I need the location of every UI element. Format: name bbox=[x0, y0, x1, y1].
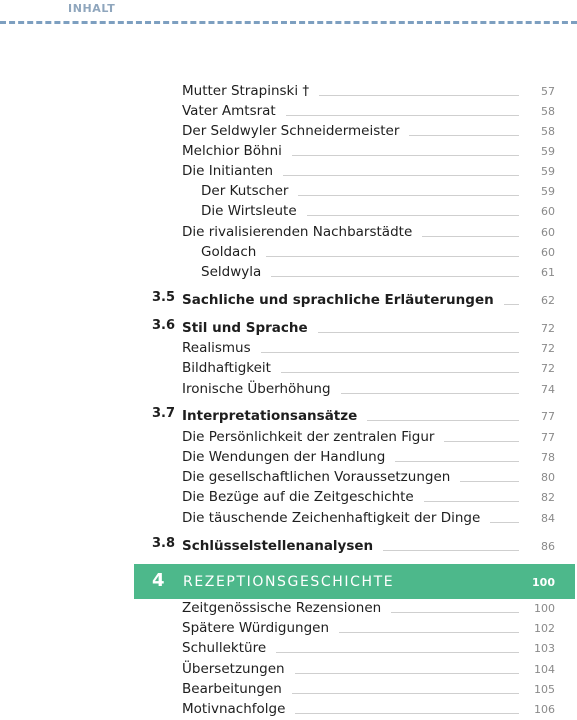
running-header: INHALT bbox=[68, 2, 116, 15]
dot-leader bbox=[266, 256, 519, 257]
dot-leader bbox=[307, 215, 519, 216]
chapter-title: REZEPTIONSGESCHICHTE bbox=[183, 574, 395, 590]
toc-entry-title: Schullektüre bbox=[182, 640, 267, 656]
toc-entry-title: Der Seldwyler Schneidermeister bbox=[182, 123, 400, 139]
dot-leader bbox=[286, 115, 519, 116]
dot-leader bbox=[281, 372, 519, 373]
toc-entry[interactable] bbox=[182, 467, 555, 487]
toc-entry-page: 59 bbox=[541, 165, 555, 178]
toc-entry[interactable] bbox=[182, 638, 555, 658]
toc-section-title: Interpretationsansätze bbox=[182, 408, 358, 424]
toc-entry-title: Die Wendungen der Handlung bbox=[182, 449, 386, 465]
toc-entry[interactable] bbox=[182, 379, 555, 399]
toc-entry-page: 72 bbox=[541, 342, 555, 355]
toc-entry[interactable] bbox=[182, 699, 555, 719]
toc-section[interactable] bbox=[182, 406, 555, 426]
toc-entry-page: 105 bbox=[534, 683, 555, 696]
dot-leader bbox=[271, 276, 519, 277]
toc-entry-title: Spätere Würdigungen bbox=[182, 620, 330, 636]
toc-entry-page: 60 bbox=[541, 205, 555, 218]
toc-section-title: Schlüsselstellenanalysen bbox=[182, 538, 374, 554]
toc-section[interactable] bbox=[182, 318, 555, 338]
toc-entry-page: 102 bbox=[534, 622, 555, 635]
toc-section[interactable] bbox=[182, 290, 555, 310]
toc-entry-title: Seldwyla bbox=[201, 264, 262, 280]
dot-leader bbox=[460, 481, 519, 482]
dot-leader bbox=[409, 135, 519, 136]
toc-entry-page: 60 bbox=[541, 226, 555, 239]
chapter-heading-bar[interactable] bbox=[134, 564, 575, 599]
toc-entry-page: 61 bbox=[541, 266, 555, 279]
dot-leader bbox=[490, 522, 519, 523]
toc-entry-title: Zeitgenössische Rezensionen bbox=[182, 600, 382, 616]
toc-section-title: Stil und Sprache bbox=[182, 320, 308, 336]
dot-leader bbox=[395, 461, 519, 462]
toc-entry[interactable] bbox=[182, 338, 555, 358]
dot-leader bbox=[292, 155, 519, 156]
toc-entry[interactable] bbox=[182, 358, 555, 378]
dot-leader bbox=[383, 550, 519, 551]
toc-entry-page: 72 bbox=[541, 322, 555, 335]
dot-leader bbox=[444, 441, 519, 442]
toc-entry-page: 80 bbox=[541, 471, 555, 484]
toc-entry-title: Motivnachfolge bbox=[182, 701, 286, 717]
toc-entry-title: Vater Amtsrat bbox=[182, 103, 276, 119]
toc-entry[interactable] bbox=[182, 222, 555, 242]
toc-entry-page: 57 bbox=[541, 85, 555, 98]
toc-entry-title: Die rivalisierenden Nachbarstädte bbox=[182, 224, 413, 240]
dot-leader bbox=[276, 652, 519, 653]
toc-entry[interactable] bbox=[182, 101, 555, 121]
toc-entry[interactable] bbox=[182, 81, 555, 101]
dot-leader bbox=[391, 612, 519, 613]
toc-entry[interactable] bbox=[182, 618, 555, 638]
toc-subentry[interactable] bbox=[201, 201, 555, 221]
toc-entry-page: 86 bbox=[541, 540, 555, 553]
toc-entry-title: Die Persönlichkeit der zentralen Figur bbox=[182, 429, 435, 445]
toc-entry-title: Die täuschende Zeichenhaftigkeit der Dinge bbox=[182, 510, 481, 526]
dot-leader bbox=[504, 304, 519, 305]
toc-entry[interactable] bbox=[182, 121, 555, 141]
toc-entry-page: 104 bbox=[534, 663, 555, 676]
dot-leader bbox=[298, 195, 519, 196]
toc-entry-page: 103 bbox=[534, 642, 555, 655]
toc-entry[interactable] bbox=[182, 487, 555, 507]
toc-entry-page: 74 bbox=[541, 383, 555, 396]
toc-entry[interactable] bbox=[182, 427, 555, 447]
toc-entry-page: 58 bbox=[541, 105, 555, 118]
chapter-number: 4 bbox=[152, 570, 165, 591]
section-number: 3.6 bbox=[152, 318, 176, 333]
toc-entry-title: Bildhaftigkeit bbox=[182, 360, 271, 376]
toc-entry-title: Goldach bbox=[201, 244, 257, 260]
toc-entry-title: Ironische Überhöhung bbox=[182, 381, 331, 397]
section-number: 3.8 bbox=[152, 536, 176, 551]
toc-entry-page: 78 bbox=[541, 451, 555, 464]
toc-entry-page: 62 bbox=[541, 294, 555, 307]
dot-leader bbox=[424, 501, 519, 502]
toc-entry-title: Mutter Strapinski † bbox=[182, 83, 310, 99]
toc-entry-title: Die gesellschaftlichen Voraussetzungen bbox=[182, 469, 451, 485]
dot-leader bbox=[319, 95, 519, 96]
dot-leader bbox=[367, 420, 519, 421]
toc-entry-page: 106 bbox=[534, 703, 555, 716]
toc-entry-title: Die Bezüge auf die Zeitgeschichte bbox=[182, 489, 414, 505]
toc-entry[interactable] bbox=[182, 659, 555, 679]
toc-entry-page: 77 bbox=[541, 410, 555, 423]
chapter-page: 100 bbox=[532, 576, 555, 589]
toc-entry-title: Die Initianten bbox=[182, 163, 274, 179]
toc-entry-page: 77 bbox=[541, 431, 555, 444]
toc-entry-title: Bearbeitungen bbox=[182, 681, 282, 697]
dot-leader bbox=[318, 332, 519, 333]
toc-entry-title: Die Wirtsleute bbox=[201, 203, 297, 219]
toc-section-title: Sachliche und sprachliche Erläuterungen bbox=[182, 292, 494, 308]
section-number: 3.5 bbox=[152, 290, 176, 305]
toc-entry-page: 100 bbox=[534, 602, 555, 615]
toc-entry-page: 72 bbox=[541, 362, 555, 375]
toc-entry[interactable] bbox=[182, 141, 555, 161]
toc-section[interactable] bbox=[182, 536, 555, 556]
header-dashed-rule bbox=[0, 21, 577, 24]
dot-leader bbox=[283, 175, 519, 176]
toc-entry-page: 84 bbox=[541, 512, 555, 525]
toc-subentry[interactable] bbox=[201, 242, 555, 262]
toc-entry-title: Realismus bbox=[182, 340, 251, 356]
section-number: 3.7 bbox=[152, 406, 176, 421]
toc-subentry[interactable] bbox=[201, 262, 555, 282]
toc-entry-page: 59 bbox=[541, 185, 555, 198]
toc-entry[interactable] bbox=[182, 508, 555, 528]
dot-leader bbox=[295, 713, 519, 714]
toc-entry-page: 59 bbox=[541, 145, 555, 158]
toc-entry[interactable] bbox=[182, 447, 555, 467]
toc-entry-title: Melchior Böhni bbox=[182, 143, 282, 159]
toc-entry-page: 82 bbox=[541, 491, 555, 504]
toc-entry[interactable] bbox=[182, 679, 555, 699]
toc-entry-page: 60 bbox=[541, 246, 555, 259]
toc-subentry[interactable] bbox=[201, 181, 555, 201]
dot-leader bbox=[339, 632, 519, 633]
toc-entry[interactable] bbox=[182, 161, 555, 181]
toc-entry[interactable] bbox=[182, 598, 555, 618]
dot-leader bbox=[341, 393, 519, 394]
dot-leader bbox=[422, 236, 519, 237]
dot-leader bbox=[261, 352, 519, 353]
dot-leader bbox=[292, 693, 519, 694]
toc-entry-title: Übersetzungen bbox=[182, 661, 285, 677]
toc-entry-page: 58 bbox=[541, 125, 555, 138]
dot-leader bbox=[295, 673, 519, 674]
toc-entry-title: Der Kutscher bbox=[201, 183, 289, 199]
